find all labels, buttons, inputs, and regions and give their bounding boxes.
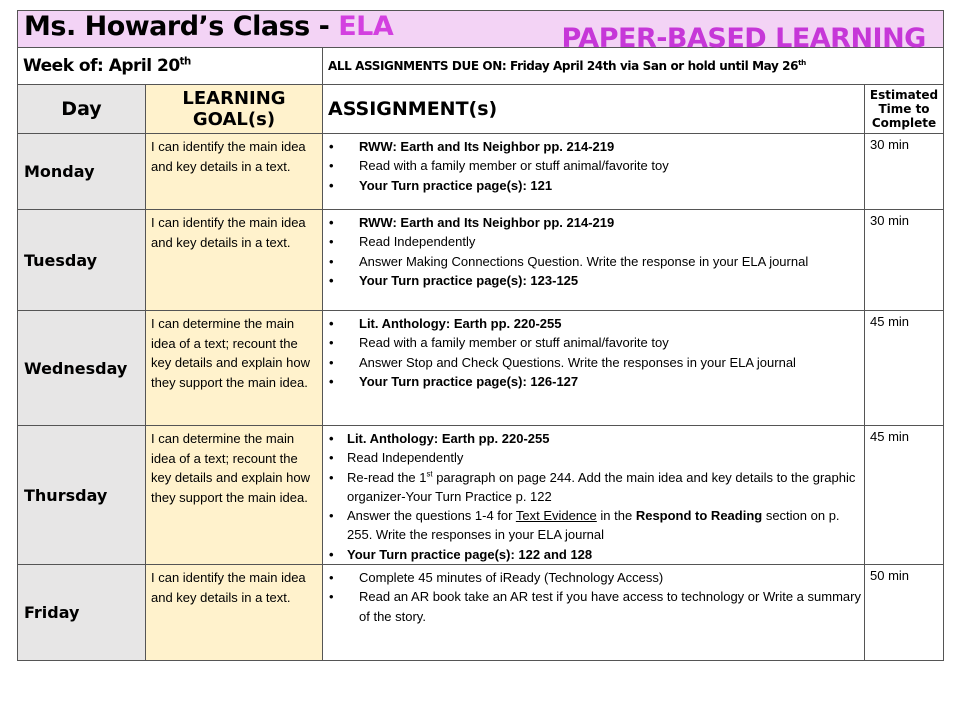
title-cell	[18, 11, 944, 54]
assignment-cell	[323, 565, 865, 661]
col-header-day: Day	[18, 85, 146, 134]
day-cell: Thursday	[18, 426, 146, 565]
assignment-list	[323, 565, 864, 626]
time-cell: 30 min	[865, 210, 944, 311]
due-suffix: th	[798, 58, 806, 67]
list-item: • Lit. Anthology: Earth pp. 220-255	[329, 314, 864, 333]
list-item: • Your Turn practice page(s): 122 and 128	[329, 545, 864, 564]
day-cell: Friday	[18, 565, 146, 661]
teacher-name: Ms. Howard’s Class -	[24, 11, 330, 42]
list-item-text: in the	[596, 508, 636, 524]
list-item: • RWW: Earth and Its Neighbor pp. 214-219	[329, 213, 864, 232]
list-item-text: paragraph on page 244. Add the main idea and key details to the graphic organizer-Your Turn Practice p. 122	[347, 469, 856, 504]
list-item: • Read Independently	[329, 448, 864, 467]
col-header-assignment: ASSIGNMENT(s)	[323, 85, 865, 134]
weekly-assignment-table	[17, 10, 944, 661]
table-row	[18, 565, 944, 661]
list-item-text: section on p. 255. Write the responses in your ELA journal	[347, 508, 840, 543]
time-cell: 50 min	[865, 565, 944, 661]
list-item-text: Answer the questions 1-4 for	[347, 508, 516, 524]
ordinal-suffix: st	[426, 469, 433, 479]
list-item: • Read Independently	[329, 232, 864, 251]
subject-label: ELA	[338, 11, 394, 42]
list-item	[329, 468, 864, 507]
title-row	[18, 11, 944, 48]
list-item: • Answer Stop and Check Questions. Write the responses in your ELA journal	[329, 353, 864, 372]
assignment-cell	[323, 134, 865, 210]
due-date-text: ALL ASSIGNMENTS DUE ON: Friday April 24th via San or hold until May 26	[328, 59, 799, 73]
list-item: • RWW: Earth and Its Neighbor pp. 214-219	[329, 137, 864, 156]
list-item: • Read an AR book take an AR test if you have access to technology or Write a summary of the story.	[329, 587, 864, 626]
list-item	[329, 506, 864, 545]
list-item: • Read with a family member or stuff animal/favorite toy	[329, 333, 864, 352]
assignment-cell	[323, 426, 865, 565]
text-evidence-label: Text Evidence	[515, 508, 597, 524]
day-cell: Wednesday	[18, 311, 146, 426]
goal-cell: I can identify the main idea and key details in a text.	[146, 565, 323, 661]
assignment-cell	[323, 210, 865, 311]
col-header-goal: LEARNING GOAL(s)	[146, 85, 323, 134]
list-item: • Your Turn practice page(s): 123-125	[329, 271, 864, 290]
goal-cell: I can identify the main idea and key details in a text.	[146, 210, 323, 311]
goal-cell: I can determine the main idea of a text; recount the key details and explain how they support the main idea.	[146, 426, 323, 565]
goal-cell: I can identify the main idea and key details in a text.	[146, 134, 323, 210]
assignment-list	[323, 134, 864, 195]
column-header-row	[18, 85, 944, 134]
respond-to-reading-label: Respond to Reading	[635, 508, 763, 524]
list-item: • Lit. Anthology: Earth pp. 220-255	[329, 429, 864, 448]
table-row	[18, 134, 944, 210]
week-suffix: th	[179, 56, 191, 68]
learning-mode-label: PAPER-BASED LEARNING	[561, 22, 926, 54]
assignment-cell	[323, 311, 865, 426]
week-label: Week of: April 20	[23, 56, 180, 76]
col-header-time: Estimated Time to Complete	[865, 85, 944, 134]
table-row	[18, 311, 944, 426]
time-cell: 30 min	[865, 134, 944, 210]
table-row	[18, 426, 944, 565]
week-cell	[18, 48, 323, 85]
time-cell: 45 min	[865, 311, 944, 426]
table-row	[18, 210, 944, 311]
list-item: • Complete 45 minutes of iReady (Technology Access)	[329, 568, 864, 587]
list-item: • Answer Making Connections Question. Write the response in your ELA journal	[329, 252, 864, 271]
assignment-list	[323, 311, 864, 391]
day-cell: Monday	[18, 134, 146, 210]
assignment-list	[323, 210, 864, 290]
assignment-list	[323, 426, 864, 564]
goal-cell: I can determine the main idea of a text; recount the key details and explain how they support the main idea.	[146, 311, 323, 426]
list-item: • Read with a family member or stuff animal/favorite toy	[329, 156, 864, 175]
list-item: • Your Turn practice page(s): 126-127	[329, 372, 864, 391]
list-item-text: Re-read the 1	[347, 469, 427, 485]
time-cell: 45 min	[865, 426, 944, 565]
list-item: • Your Turn practice page(s): 121	[329, 176, 864, 195]
day-cell: Tuesday	[18, 210, 146, 311]
